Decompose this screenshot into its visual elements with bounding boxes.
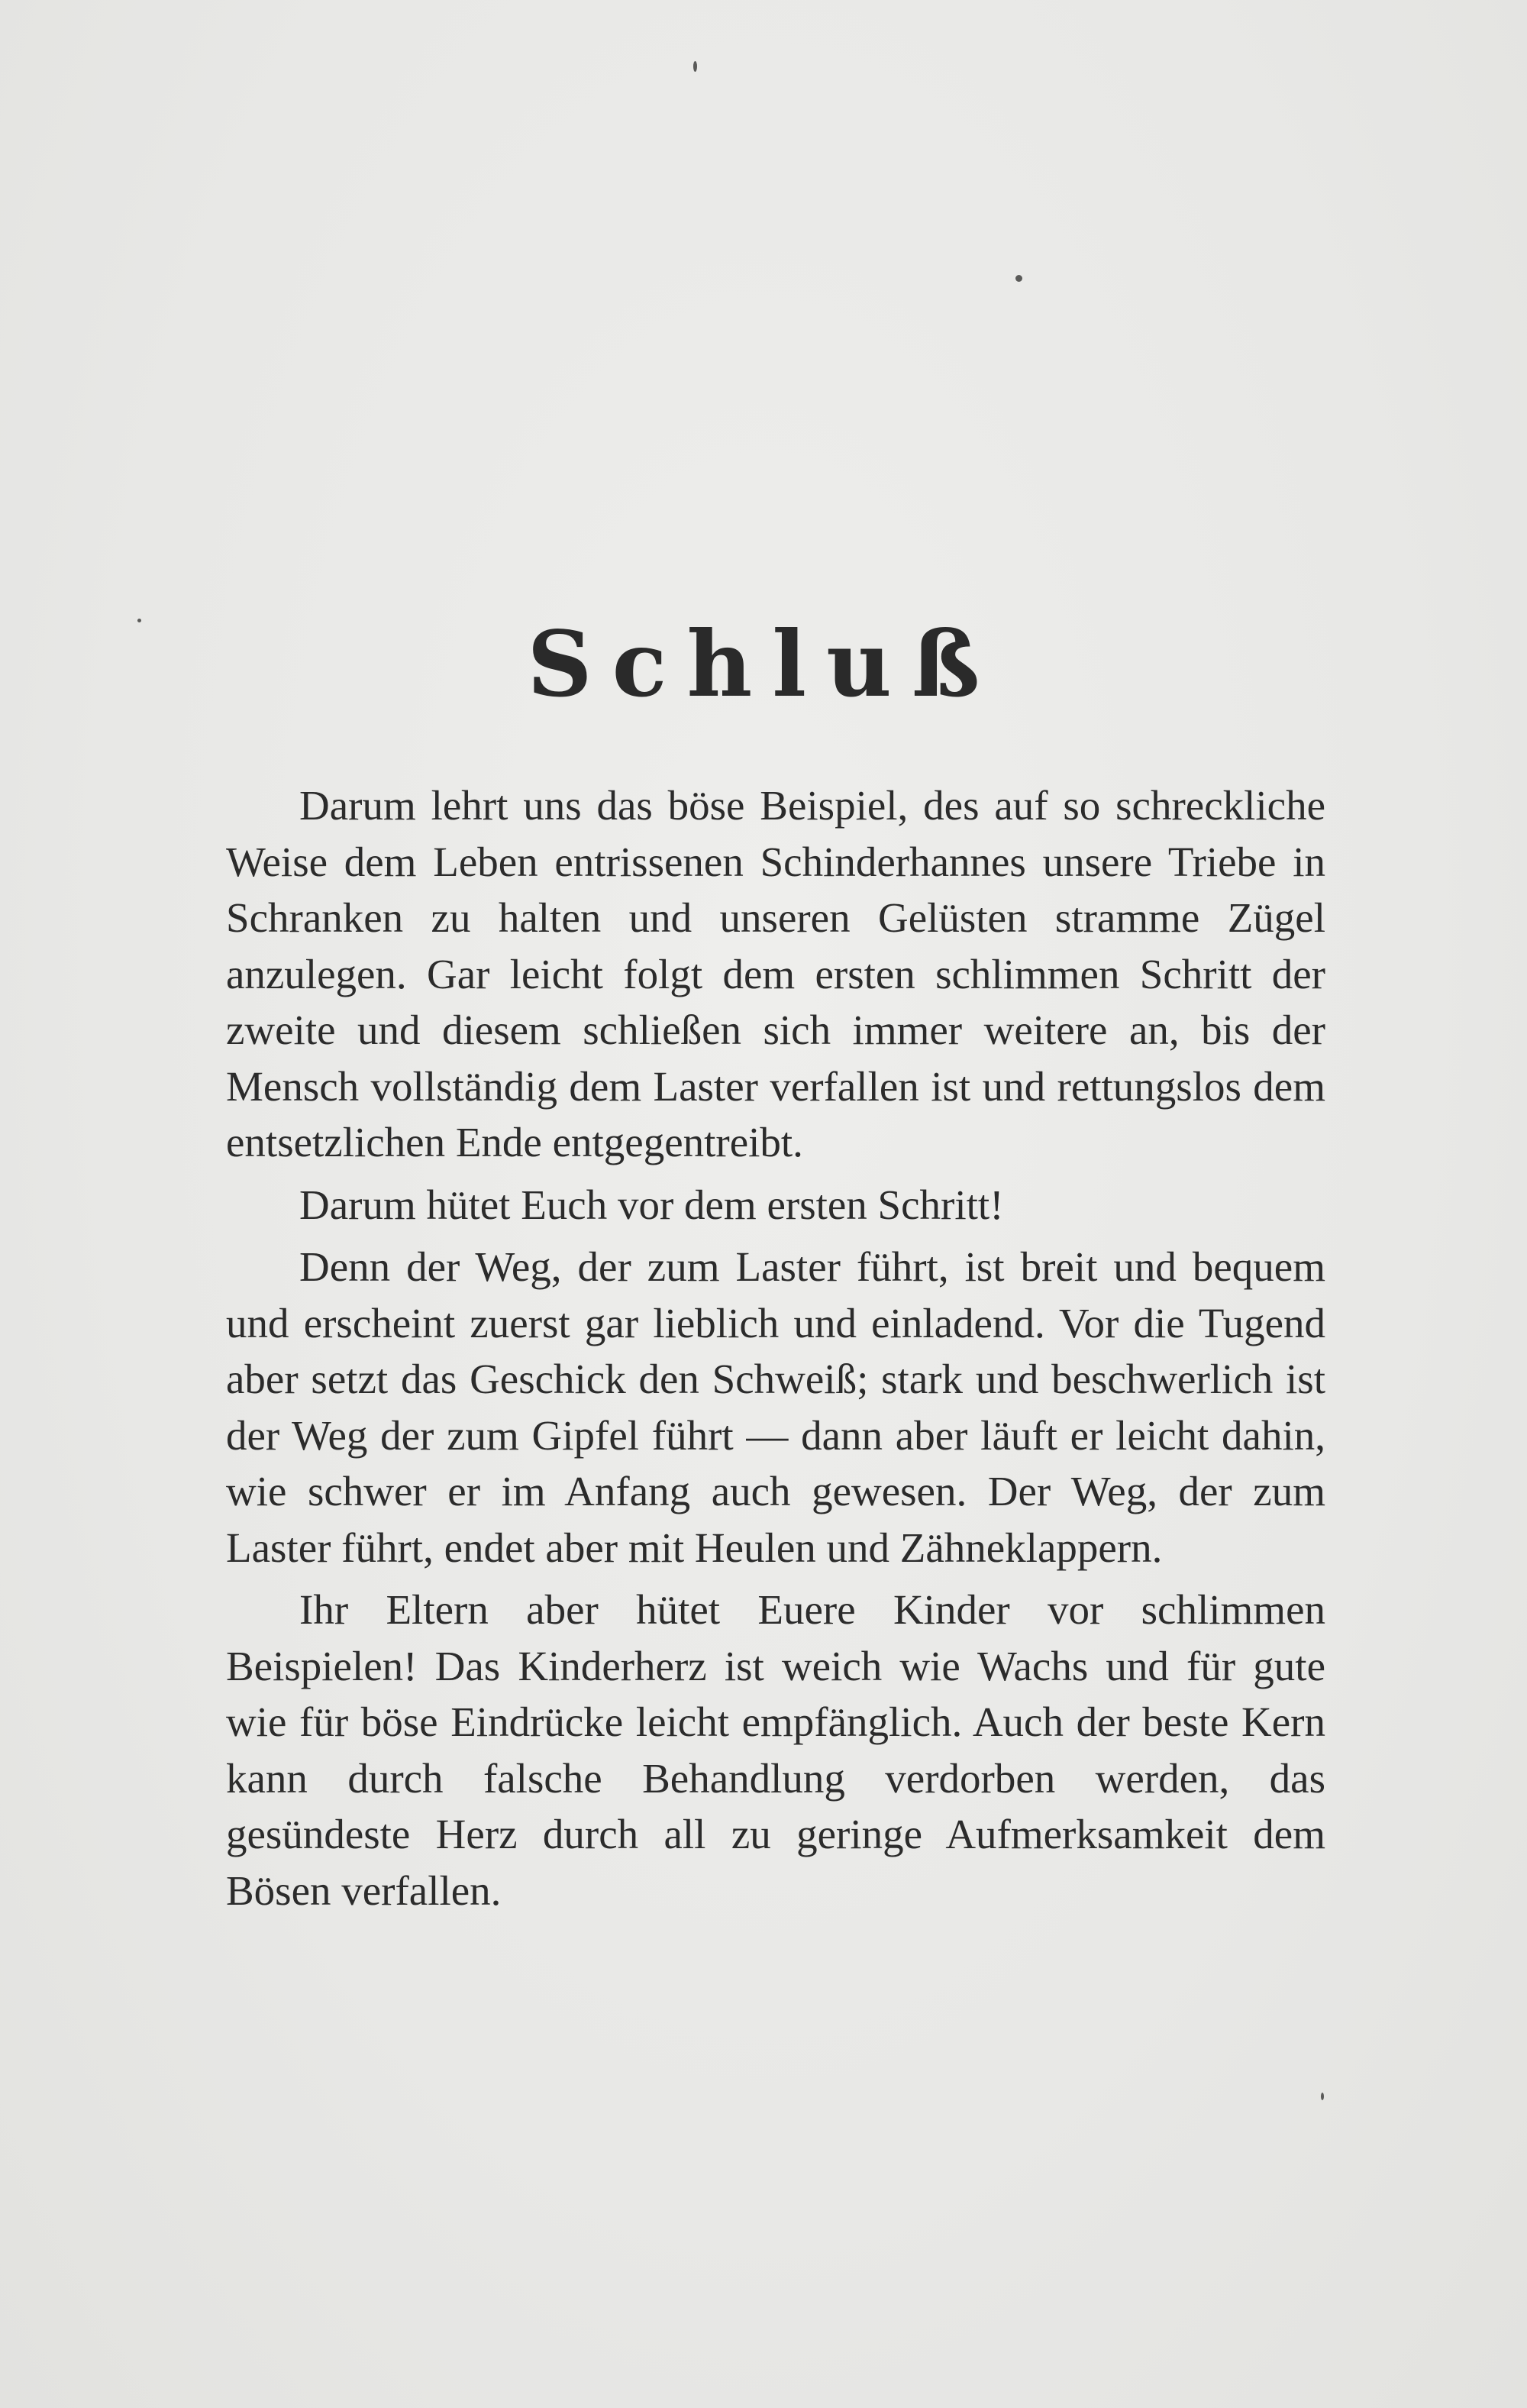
- paper-speck: [693, 61, 697, 72]
- paragraph-1: Darum lehrt uns das böse Beispiel, des auf so schreckliche Weise dem Leben entrissenen Schinderhannes unsere Triebe in Schranken zu halten und unseren Gelüsten stramme Zügel anzulegen. Gar leicht folgt dem ersten schlimmen Schritt der zweite und diesem schließen sich immer weitere an, bis der Mensch vollständig dem Laster verfallen ist und rettungslos dem entsetzlichen Ende entgegentreibt.: [226, 782, 1325, 1165]
- paragraph-2: Darum hütet Euch vor dem ersten Schritt!: [299, 1181, 1004, 1228]
- paragraph-3: Denn der Weg, der zum Laster führt, ist breit und bequem und erscheint zuerst gar lieblich und einladend. Vor die Tugend aber setzt das Geschick den Schweiß; stark und beschwerlich ist der Weg der zum Gipfel führt — dann aber läuft er leicht dahin, wie schwer er im Anfang auch gewesen. Der Weg, der zum Laster führt, endet aber mit Heulen und Zähneklappern.: [226, 1243, 1325, 1571]
- paper-speck: [1321, 2093, 1324, 2100]
- paragraph-4: Ihr Eltern aber hütet Euere Kinder vor schlimmen Beispielen! Das Kinderherz ist weich wie Wachs und für gute wie für böse Eindrücke leicht empfänglich. Auch der beste Kern kann durch falsche Behandlung verdorben werden, das gesündeste Herz durch all zu geringe Aufmerksamkeit dem Bösen verfallen.: [226, 1586, 1325, 1914]
- body-text: [226, 777, 1325, 1918]
- chapter-title: Schluß: [527, 611, 1000, 717]
- paper-speck: [1015, 275, 1022, 282]
